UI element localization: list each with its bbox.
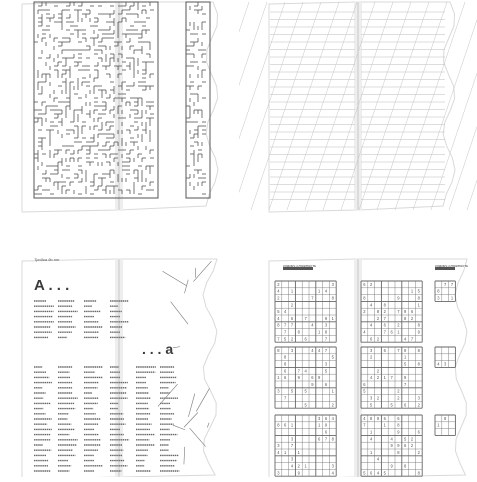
sudoku-digit: 2 (291, 302, 294, 307)
sudoku-digit: 6 (284, 375, 287, 380)
sudoku-digit: 6 (404, 402, 407, 407)
sudoku-digit: 8 (418, 361, 421, 366)
sudoku-digit: 5 (291, 389, 294, 394)
sudoku-digit: 8 (298, 329, 301, 334)
sudoku-digit: 6 (284, 368, 287, 373)
sudoku-digit: 7 (284, 329, 287, 334)
sudoku-digit: 6 (363, 282, 366, 287)
left-page (269, 259, 357, 477)
sudoku-digit: 7 (451, 282, 454, 287)
sudoku-digit: 1 (411, 289, 414, 294)
sudoku-digit: 6 (363, 382, 366, 387)
sudoku-digit: 6 (291, 316, 294, 321)
sudoku-digit: 4 (390, 436, 393, 441)
sudoku-digit: 7 (384, 316, 387, 321)
ruled-notebook-panel (239, 0, 477, 238)
sudoku-digit: 4 (311, 323, 314, 328)
sudoku-digit: 2 (363, 309, 366, 314)
sudoku-digit: 8 (284, 355, 287, 360)
sudoku-digit: 5 (284, 336, 287, 341)
sudoku-digit: 4 (363, 416, 366, 421)
sudoku-digit: 5 (384, 470, 387, 475)
sudoku-digit: 7 (390, 375, 393, 380)
sudoku-digit: 6 (384, 416, 387, 421)
sudoku-digit: 4 (277, 316, 280, 321)
sudoku-digit: 6 (325, 429, 328, 434)
sudoku-digit: 9 (298, 375, 301, 380)
sudoku-digit: 1 (384, 375, 387, 380)
sudoku-digit: 3 (370, 348, 373, 353)
sudoku-digit: 6 (325, 382, 328, 387)
sudoku-digit: 4 (284, 309, 287, 314)
sudoku-digit: 8 (325, 329, 328, 334)
sudoku-digit: 2 (397, 389, 400, 394)
sudoku-digit: 7 (325, 436, 328, 441)
sudoku-digit: 5 (332, 355, 335, 360)
sudoku-digit: 8 (437, 289, 440, 294)
sudoku-digit: 5 (370, 402, 373, 407)
sudoku-digit: 9 (325, 423, 328, 428)
sudoku-digit: 7 (291, 443, 294, 448)
sudoku-digit: 1 (318, 329, 321, 334)
sudoku-digit: 4 (370, 436, 373, 441)
sudoku-digit: 7 (298, 368, 301, 373)
sudoku-digit: 2 (291, 336, 294, 341)
sudoku-digit: 6 (370, 470, 373, 475)
sudoku-digit: 3 (325, 323, 328, 328)
sudoku-digit: 2 (377, 316, 380, 321)
sudoku-digit: 5 (363, 470, 366, 475)
sudoku-digit: 3 (418, 395, 421, 400)
sudoku-digit: 4 (304, 368, 307, 373)
sudoku-digit: 3 (370, 395, 373, 400)
sudoku-digit: 4 (404, 336, 407, 341)
dictionary-notebook-illustration (0, 239, 238, 477)
sudoku-digit: 8 (332, 436, 335, 441)
left-page (269, 2, 357, 212)
sudoku-digit: 8 (377, 309, 380, 314)
sudoku-digit: 9 (397, 443, 400, 448)
sudoku-digit: 6 (311, 375, 314, 380)
sudoku-digit: 1 (370, 429, 373, 434)
sudoku-digit: 4 (377, 457, 380, 462)
sudoku-digit: 3 (277, 443, 280, 448)
sudoku-digit: 7 (284, 323, 287, 328)
sudoku-digit: 8 (332, 295, 335, 300)
sudoku-digit: 7 (397, 309, 400, 314)
sudoku-digit: 8 (404, 463, 407, 468)
sudoku-digit: 7 (325, 336, 328, 341)
sudoku-digit: 4 (325, 289, 328, 294)
sudoku-digit: 2 (384, 309, 387, 314)
sudoku-digit: 9 (390, 443, 393, 448)
sudoku-digit: 7 (384, 329, 387, 334)
sudoku-digit: 8 (397, 423, 400, 428)
sudoku-digit: 1 (291, 423, 294, 428)
sudoku-digit: 9 (418, 329, 421, 334)
sudoku-digit: 2 (377, 395, 380, 400)
sudoku-digit: 5 (304, 402, 307, 407)
sudoku-digit: 5 (404, 436, 407, 441)
sudoku-digit: 4 (363, 329, 366, 334)
sudoku-digit: 3 (332, 463, 335, 468)
sudoku-digit: 6 (404, 443, 407, 448)
sudoku-digit: 1 (332, 389, 335, 394)
maze-notebook-panel (0, 0, 238, 238)
slant-line (239, 2, 267, 210)
sudoku-digit: 2 (397, 395, 400, 400)
sudoku-digit: 1 (370, 450, 373, 455)
sudoku-digit: 9 (397, 295, 400, 300)
sudoku-digit: 1 (418, 302, 421, 307)
sudoku-digit: 8 (277, 323, 280, 328)
sudoku-digit: 8 (370, 416, 373, 421)
sudoku-digit: 1 (332, 316, 335, 321)
sudoku-digit: 2 (277, 295, 280, 300)
sudoku-digit: 7 (291, 323, 294, 328)
sudoku-digit: 3 (444, 361, 447, 366)
sudoku-digit: 5 (404, 361, 407, 366)
sudoku-digit: 3 (437, 295, 440, 300)
sudoku-digit: 5 (277, 309, 280, 314)
sudoku-digit: 3 (332, 282, 335, 287)
sudoku-digit: 9 (390, 463, 393, 468)
sudoku-digit: 2 (418, 402, 421, 407)
sudoku-digit: 9 (325, 316, 328, 321)
sudoku-digit: 1 (284, 450, 287, 455)
sudoku-digit: 1 (277, 375, 280, 380)
sudoku-digit: 2 (277, 282, 280, 287)
sudoku-digit: 6 (397, 416, 400, 421)
sudoku-digit: 4 (277, 450, 280, 455)
sudoku-digit: 7 (397, 348, 400, 353)
sudoku-digit: 6 (304, 336, 307, 341)
sudoku-digit: 8 (363, 295, 366, 300)
sudoku-digit: 4 (370, 375, 373, 380)
sudoku-page-title-left: судоку-сложность (283, 263, 316, 268)
sudoku-digit: 6 (390, 329, 393, 334)
sudoku-digit: 1 (298, 450, 301, 455)
sudoku-digit: 2 (298, 463, 301, 468)
sudoku-digit: 9 (318, 375, 321, 380)
sudoku-digit: 9 (377, 416, 380, 421)
sudoku-digit: 7 (411, 336, 414, 341)
sudoku-digit: 7 (325, 348, 328, 353)
sudoku-digit: 7 (311, 295, 314, 300)
sudoku-digit: 1 (318, 289, 321, 294)
sudoku-digit: 6 (411, 309, 414, 314)
sudoku-digit: 2 (411, 316, 414, 321)
maze-notebook-illustration (0, 0, 238, 238)
right-page (120, 259, 217, 477)
sudoku-digit: 4 (291, 463, 294, 468)
dictionary-page-title: Тройка до от (34, 257, 59, 262)
sudoku-digit: 8 (418, 348, 421, 353)
sudoku-digit: 8 (418, 323, 421, 328)
dictionary-big-letter: A . . . (34, 277, 69, 294)
sudoku-digit: 6 (325, 416, 328, 421)
sudoku-digit: 1 (318, 423, 321, 428)
sudoku-digit: 1 (291, 289, 294, 294)
sudoku-digit: 3 (291, 457, 294, 462)
sudoku-digit: 7 (363, 423, 366, 428)
sudoku-digit: 2 (377, 375, 380, 380)
sudoku-digit: 4 (332, 416, 335, 421)
sudoku-digit: 4 (332, 470, 335, 475)
sudoku-digit: 8 (277, 348, 280, 353)
sudoku-digit: 2 (418, 450, 421, 455)
sudoku-digit: 2 (411, 443, 414, 448)
sudoku-digit: 3 (277, 389, 280, 394)
sudoku-digit: 1 (404, 355, 407, 360)
sudoku-digit: 2 (370, 282, 373, 287)
sudoku-digit: 3 (318, 416, 321, 421)
sudoku-digit: 8 (384, 302, 387, 307)
sudoku-digit: 4 (437, 361, 440, 366)
sudoku-page-title-right: судоку-сложность (435, 263, 468, 268)
right-page (359, 2, 455, 210)
sudoku-digit: 7 (284, 395, 287, 400)
sudoku-notebook-illustration (239, 239, 477, 477)
sudoku-digit: 1 (451, 295, 454, 300)
sudoku-digit: 4 (370, 323, 373, 328)
sudoku-digit: 1 (397, 329, 400, 334)
sudoku-digit: 1 (437, 423, 440, 428)
sudoku-digit: 6 (384, 348, 387, 353)
sudoku-digit: 4 (311, 348, 314, 353)
sudoku-digit: 9 (404, 309, 407, 314)
sudoku-digit: 9 (404, 375, 407, 380)
sudoku-digit: 7 (444, 282, 447, 287)
sudoku-digit: 9 (397, 429, 400, 434)
sudoku-digit: 2 (397, 323, 400, 328)
sudoku-digit: 2 (377, 336, 380, 341)
sudoku-digit: 9 (298, 470, 301, 475)
sudoku-digit: 3 (291, 348, 294, 353)
sudoku-digit: 6 (284, 423, 287, 428)
sudoku-digit: 5 (325, 368, 328, 373)
sudoku-digit: 1 (304, 463, 307, 468)
sudoku-digit: 8 (404, 316, 407, 321)
sudoku-digit: 4 (277, 289, 280, 294)
sudoku-digit: 6 (418, 429, 421, 434)
sudoku-digit: 6 (370, 336, 373, 341)
sudoku-notebook-panel (239, 239, 477, 477)
ruled-notebook-illustration (239, 0, 477, 238)
sudoku-digit: 9 (311, 382, 314, 387)
sudoku-digit: 9 (404, 348, 407, 353)
sudoku-digit: 2 (377, 368, 380, 373)
sudoku-digit: 2 (332, 402, 335, 407)
sudoku-digit: 3 (291, 436, 294, 441)
sudoku-digit: 5 (418, 289, 421, 294)
sudoku-digit: 8 (284, 361, 287, 366)
sudoku-digit: 5 (304, 389, 307, 394)
slant-line (467, 2, 477, 210)
sudoku-digit: 8 (277, 423, 280, 428)
sudoku-digit: 8 (418, 470, 421, 475)
dictionary-notebook-panel (0, 239, 238, 477)
sudoku-digit: 7 (404, 382, 407, 387)
sudoku-digit: 2 (411, 436, 414, 441)
sudoku-digit: 6 (318, 436, 321, 441)
sudoku-digit: 3 (325, 361, 328, 366)
sudoku-digit: 6 (384, 323, 387, 328)
slant-line (239, 2, 249, 210)
sudoku-digit: 4 (377, 470, 380, 475)
sudoku-digit: 1 (384, 423, 387, 428)
sudoku-digit: 8 (397, 450, 400, 455)
sudoku-digit: 5 (363, 389, 366, 394)
sudoku-digit: 4 (318, 348, 321, 353)
sudoku-digit: 7 (304, 316, 307, 321)
sudoku-digit: 8 (444, 416, 447, 421)
sudoku-digit: 4 (370, 302, 373, 307)
sudoku-digit: 5 (390, 402, 393, 407)
sudoku-digit: 2 (370, 355, 373, 360)
sudoku-digit: 3 (277, 470, 280, 475)
sudoku-digit: 7 (277, 336, 280, 341)
sudoku-digit: 8 (418, 295, 421, 300)
dictionary-small-letter: . . . a (142, 341, 173, 357)
